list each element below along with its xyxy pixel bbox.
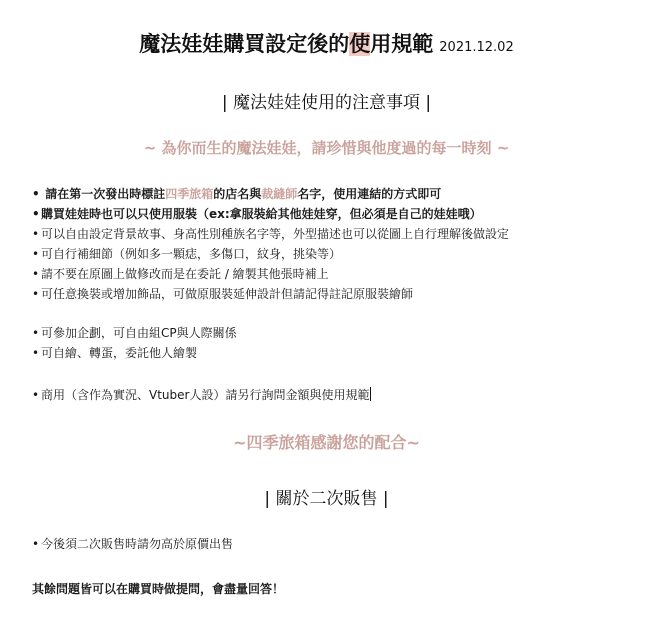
- title-text-start: 魔法娃娃購買設定後的: [139, 32, 350, 56]
- shop-name-link[interactable]: 四季旅箱: [165, 187, 214, 201]
- title-highlight: 使: [349, 32, 371, 56]
- list-item-text: 可以自由設定背景故事、身高性別種族名字等，外型描述也可以從圖上自行理解後做設定: [41, 227, 510, 241]
- list-item-text: 可參加企劃，可自由組CP與人際關係: [41, 326, 237, 340]
- text-cursor: [370, 387, 371, 401]
- list-item-text: 可自行補細節（例如多一顆痣，多傷口，紋身，挑染等）: [41, 247, 342, 261]
- list-item: [32, 204, 647, 224]
- list-item-text: 購買娃娃時也可以只使用服裝（ex:拿服裝給其他娃娃穿，但必須是自己的娃娃哦）: [41, 207, 482, 221]
- list-item: [32, 385, 647, 405]
- list-item-text: 請不要在原圖上做修改而是在委託 / 繪製其他張時補上: [41, 267, 329, 281]
- list-item-text: 可自繪、轉蛋，委託他人繪製: [41, 346, 198, 360]
- resale-heading: | 關於二次販售 |: [264, 489, 389, 509]
- title-text-end: 用規範: [370, 32, 434, 56]
- list-item-text: 可任意換裝或增加飾品，可做原服裝延伸設計但請記得註記原服裝繪師: [41, 287, 414, 301]
- resale-list: [32, 534, 647, 554]
- thanks-line: ~四季旅箱感謝您的配合~: [233, 433, 420, 452]
- notice-heading: | 魔法娃娃使用的注意事項 |: [221, 93, 432, 113]
- list-item-text: 名字，使用連結的方式即可: [297, 187, 442, 201]
- rules-list-2: [32, 323, 647, 363]
- list-item: [32, 224, 647, 244]
- list-item: [32, 343, 647, 363]
- footer-note: 其餘問題皆可以在購買時做提問，會盡量回答！: [32, 582, 285, 596]
- tagline: ~ 為你而生的魔法娃娃，請珍惜與他度過的每一時刻 ~: [143, 139, 510, 157]
- list-item-text: 商用（含作為實況、Vtuber人設）請另行詢問金額與使用規範: [41, 388, 370, 402]
- page-title: [0, 28, 653, 58]
- rules-list-3: [32, 385, 647, 405]
- list-item: [32, 323, 647, 343]
- list-item-text: 今後須二次販售時請勿高於原價出售: [41, 537, 234, 551]
- list-item: [32, 264, 647, 284]
- artist-name-link[interactable]: 裁縫師: [261, 187, 298, 201]
- list-item-text: 請在第一次發出時標註: [45, 187, 166, 201]
- title-date: 2021.12.02: [439, 40, 514, 55]
- list-item-text: 的店名與: [213, 187, 262, 201]
- list-item: [32, 244, 647, 264]
- list-item: [32, 284, 647, 304]
- list-item: [32, 534, 647, 554]
- list-item: [32, 184, 647, 204]
- rules-list-1: [32, 184, 647, 304]
